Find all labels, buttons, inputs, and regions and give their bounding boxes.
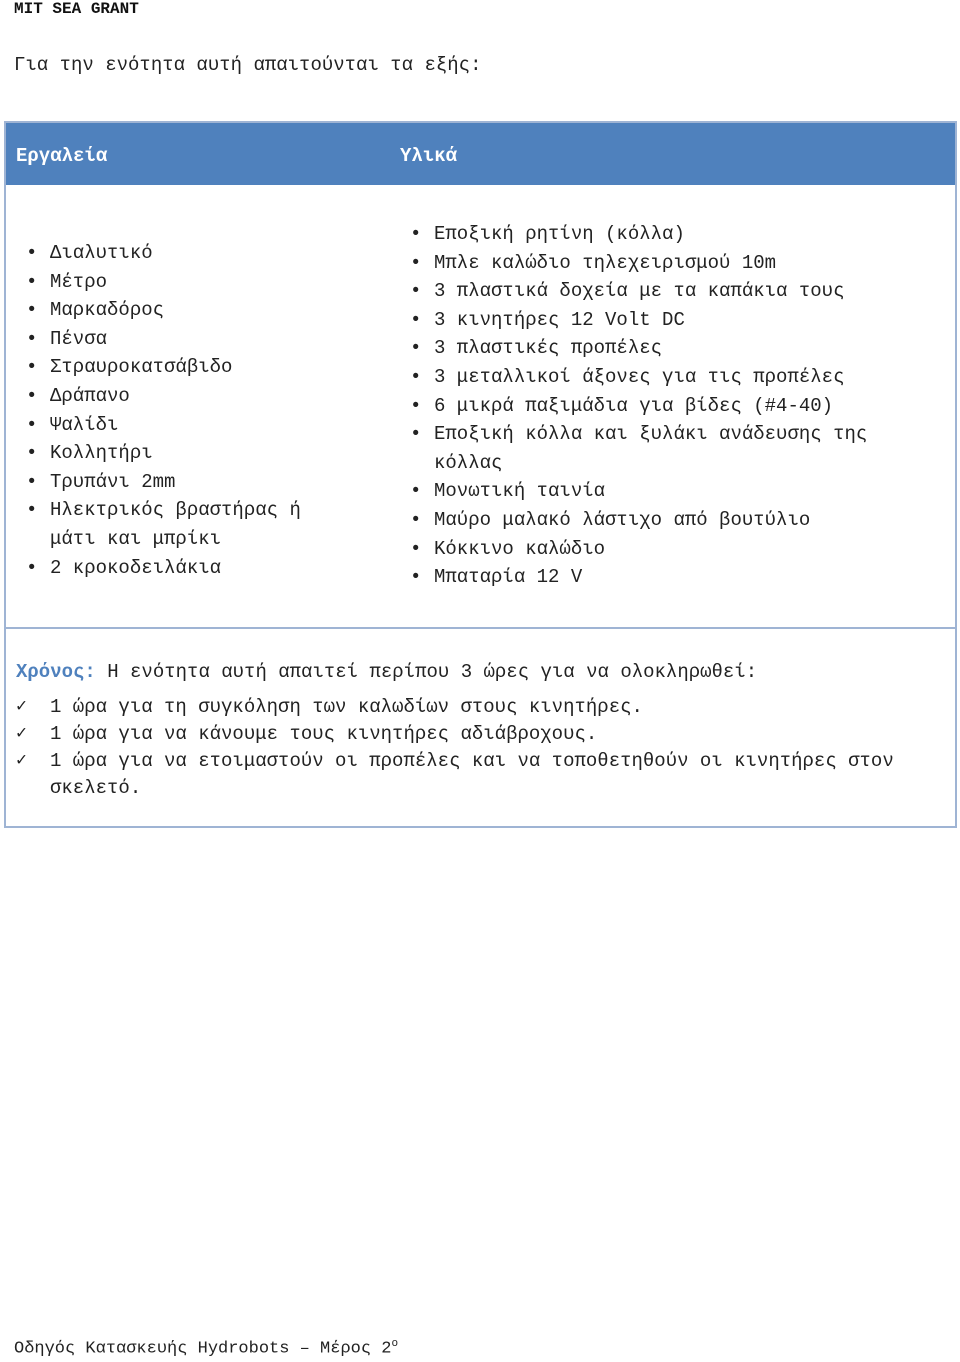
- tool-item: • Δράπανο: [16, 382, 346, 411]
- material-item: • 3 κινητήρες 12 Volt DC: [400, 306, 930, 335]
- material-item: • Μονωτική ταινία: [400, 477, 930, 506]
- material-item: • Εποξική κόλλα και ξυλάκι ανάδευσης της κόλλας: [400, 420, 930, 477]
- bullet-icon: •: [410, 308, 422, 331]
- time-text: Η ενότητα αυτή απαιτεί περίπου 3 ώρες για να ολοκληρωθεί:: [95, 661, 758, 683]
- checkmark-icon: ✓: [16, 697, 27, 717]
- time-step-item: ✓ 1 ώρα για να ετοιμαστούν οι προπέλες και να τοποθετηθούν οι κινητήρες στον σκελετό.: [16, 750, 894, 799]
- footer-text: Οδηγός Κατασκευής Hydrobots – Μέρος 2: [14, 1339, 392, 1359]
- material-item: • 3 πλαστικές προπέλες: [400, 334, 930, 363]
- bullet-icon: •: [410, 394, 422, 417]
- page-footer: [14, 1338, 398, 1359]
- bullet-icon: •: [26, 299, 38, 322]
- time-step-item: ✓ 1 ώρα για να κάνουμε τους κινητήρες αδιάβροχους.: [16, 721, 945, 748]
- bullet-icon: •: [410, 508, 422, 531]
- checkmark-icon: ✓: [16, 724, 27, 744]
- tool-item: • 2 κροκοδειλάκια: [16, 554, 346, 583]
- bullet-icon: •: [26, 384, 38, 407]
- material-item: • Μπλε καλώδιο τηλεχειρισμού 10m: [400, 249, 930, 278]
- bullet-icon: •: [26, 242, 38, 264]
- material-item: • 3 μεταλλικοί άξονες για τις προπέλες: [400, 363, 930, 392]
- tool-item: • Μαρκαδόρος: [16, 296, 346, 325]
- material-item: • Κόκκινο καλώδιο: [400, 535, 930, 564]
- material-item: • Μαύρο μαλακό λάστιχο από βουτύλιο: [400, 506, 930, 535]
- bullet-icon: •: [410, 537, 422, 560]
- material-item: • Μπαταρία 12 V: [400, 563, 930, 592]
- bullet-icon: •: [410, 480, 422, 503]
- material-item: • 3 πλαστικά δοχεία με τα καπάκια τους: [400, 277, 930, 306]
- bullet-icon: •: [26, 413, 38, 436]
- footer-superscript: ο: [391, 1338, 399, 1350]
- material-item: • 6 μικρά παξιμάδια για βίδες (#4-40): [400, 392, 930, 421]
- time-step-item: ✓ 1 ώρα για τη συγκόληση των καλωδίων στους κινητήρες.: [16, 694, 945, 721]
- requirements-table: [4, 121, 957, 828]
- bullet-icon: •: [26, 327, 38, 350]
- bullet-icon: •: [26, 556, 38, 579]
- tool-item: • Πένσα: [16, 325, 346, 354]
- table-body-row: [6, 185, 955, 629]
- time-line: [16, 659, 945, 686]
- tool-item: • Ψαλίδι: [16, 411, 346, 440]
- column-header-materials: Υλικά: [400, 145, 458, 167]
- table-header-row: [6, 123, 955, 185]
- bullet-icon: •: [410, 280, 422, 303]
- bullet-icon: •: [26, 270, 38, 293]
- header-label: MIT SEA GRANT: [14, 0, 139, 18]
- material-item: • Εποξική ρητίνη (κόλλα): [400, 220, 930, 249]
- bullet-icon: •: [410, 365, 422, 388]
- time-section: [6, 629, 955, 826]
- materials-list: [400, 220, 930, 592]
- bullet-icon: •: [410, 223, 422, 245]
- bullet-icon: •: [410, 566, 422, 589]
- checkmark-icon: ✓: [16, 751, 27, 771]
- column-header-tools: Εργαλεία: [16, 145, 108, 167]
- bullet-icon: •: [26, 470, 38, 493]
- tool-item: • Τρυπάνι 2mm: [16, 468, 346, 497]
- time-label: Χρόνος:: [16, 661, 96, 683]
- intro-text: Για την ενότητα αυτή απαιτούνται τα εξής:: [14, 54, 482, 76]
- tool-item: • Μέτρο: [16, 268, 346, 297]
- tools-list: [16, 239, 346, 582]
- tool-item: • Διαλυτικό: [16, 239, 346, 268]
- bullet-icon: •: [410, 423, 422, 446]
- bullet-icon: •: [410, 337, 422, 360]
- tool-item: • Στραυροκατσάβιδο: [16, 353, 346, 382]
- tool-item: • Κολλητήρι: [16, 439, 346, 468]
- bullet-icon: •: [26, 442, 38, 465]
- bullet-icon: •: [410, 251, 422, 274]
- bullet-icon: •: [26, 356, 38, 379]
- bullet-icon: •: [26, 499, 38, 522]
- tool-item: • Ηλεκτρικός βραστήρας ή μάτι και μπρίκι: [16, 496, 346, 553]
- time-steps-list: [16, 694, 945, 802]
